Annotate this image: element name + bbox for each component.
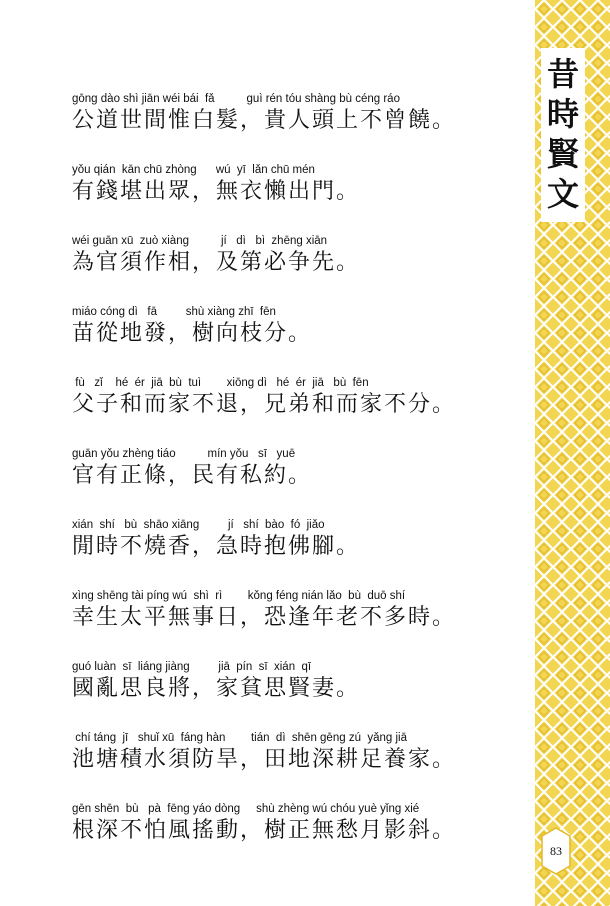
- verse: [72, 163, 532, 207]
- verse: [72, 92, 532, 136]
- verse: [72, 660, 532, 704]
- verse: [72, 234, 532, 278]
- verse-pinyin: xián shí bù shāo xiāng jí shí bào fó jiǎo: [72, 519, 325, 531]
- verse-text: 池塘積水須防旱，田地深耕足養家。: [72, 747, 457, 772]
- verse-text: 根深不怕風搖動，樹正無愁月影斜。: [72, 818, 457, 843]
- verse-text: 有錢堪出眾，無衣懶出門。: [72, 179, 361, 204]
- verse-text: 閒時不燒香，急時抱佛腳。: [72, 534, 361, 559]
- page-number: [540, 826, 572, 876]
- verse: [72, 731, 532, 775]
- verse: [72, 447, 532, 491]
- verse-text: 官有正條，民有私約。: [72, 463, 313, 488]
- verse-pinyin: fù zǐ hé ér jiā bù tuì xiōng dì hé ér jiā bù fēn: [72, 377, 369, 389]
- verse-pinyin: wéi guān xū zuò xiàng jí dì bì zhēng xiān: [72, 235, 328, 247]
- verse-text: 為官須作相，及第必争先。: [72, 250, 361, 275]
- verse-pinyin: gōng dào shì jiān wéi bái fǎ guì rén tóu shàng bù céng ráo: [72, 93, 400, 105]
- verse-pinyin: guó luàn sī liáng jiàng jiā pín sī xián qī: [72, 661, 312, 673]
- page-number-text: 83: [550, 844, 562, 858]
- section-title: [541, 48, 585, 222]
- verse-pinyin: miáo cóng dì fā shù xiàng zhī fēn: [72, 306, 276, 318]
- verse-pinyin: yǒu qián kān chū zhòng wú yī lǎn chū mén: [72, 164, 315, 176]
- verse: [72, 589, 532, 633]
- title-char: 昔: [546, 55, 579, 93]
- verse-pinyin: guān yǒu zhèng tiáo mín yǒu sī yuē: [72, 448, 296, 460]
- verse: [72, 305, 532, 349]
- verse-pinyin: gēn shēn bù pà fēng yáo dòng shù zhèng wú chóu yuè yǐng xié: [72, 803, 420, 815]
- verse: [72, 518, 532, 562]
- title-char: 時: [546, 95, 579, 133]
- title-char: 賢: [546, 135, 579, 173]
- verse-text: 父子和而家不退，兄弟和而家不分。: [72, 392, 457, 417]
- verse-text: 國亂思良將，家貧思賢妻。: [72, 676, 361, 701]
- verse: [72, 376, 532, 420]
- verse-pinyin: xìng shēng tài píng wú shì rì kǒng féng nián lǎo bù duō shí: [72, 590, 406, 602]
- verse-pinyin: chí táng jī shuǐ xū fáng hàn tián dì shēn gēng zú yǎng jiā: [72, 732, 407, 744]
- verse: [72, 802, 532, 846]
- verse-text: 苗從地發，樹向枝分。: [72, 321, 313, 346]
- verse-text: 公道世間惟白髮，貴人頭上不曾饒。: [72, 108, 457, 133]
- title-char: 文: [546, 175, 579, 213]
- verse-text: 幸生太平無事日，恐逢年老不多時。: [72, 605, 457, 630]
